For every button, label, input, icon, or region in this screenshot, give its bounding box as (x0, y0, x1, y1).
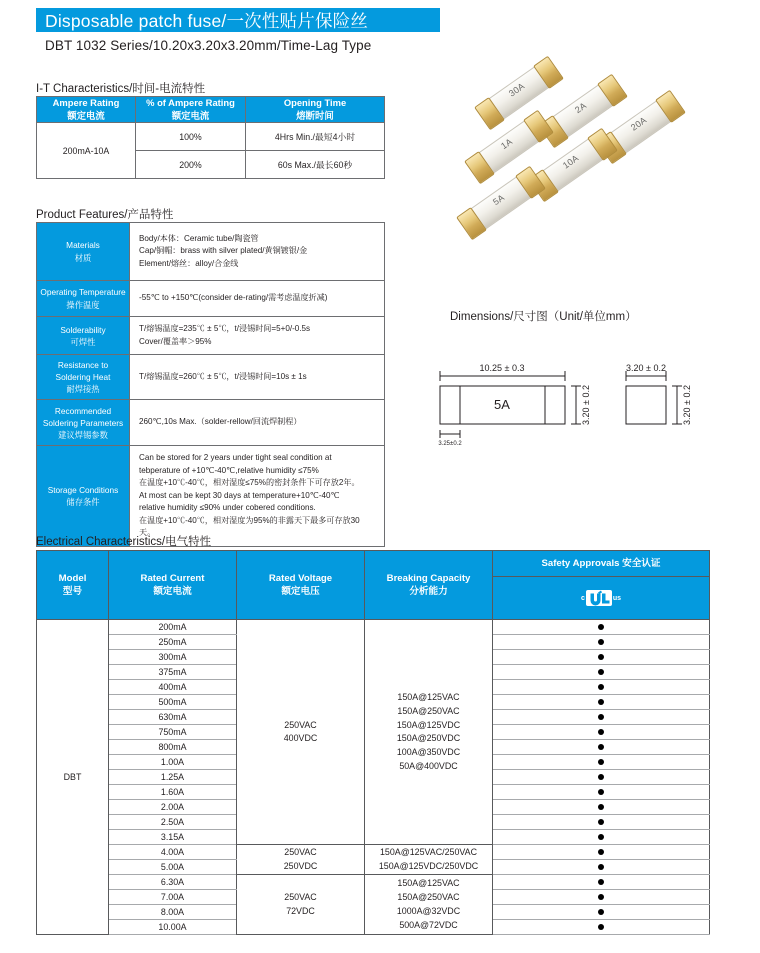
approval-dot-icon (598, 819, 604, 825)
rated-voltage-value: 250VAC 250VDC (237, 845, 365, 875)
feature-body-materials: Body/本体：Ceramic tube/陶瓷管 Cap/铜帽：brass with silver plated/黄铜镀银/金 Element/熔丝：alloy/合金线 (130, 223, 385, 281)
dimensions-caption: Dimensions/尺寸图（Unit/单位mm） (450, 311, 637, 323)
table-row (37, 875, 710, 890)
ul-logo (495, 583, 707, 613)
table-row (37, 400, 385, 446)
opening-time-value: 60s Max./最长60秒 (246, 151, 385, 179)
col-percent-ampere-rating: % of Ampere Rating 额定电流 (136, 97, 246, 123)
breaking-capacity-value: 150A@125VAC 150A@250VAC 1000A@32VDC 500A@72VDC (365, 875, 493, 935)
electrical-characteristics-caption: Electrical Characteristics/电气特性 (36, 536, 212, 548)
breaking-capacity-value: 150A@125VAC/250VAC 150A@125VDC/250VDC (365, 845, 493, 875)
table-row (37, 123, 385, 151)
rated-current-value: 200mA (109, 620, 237, 635)
rated-current-value: 6.30A (109, 875, 237, 890)
safety-approval-mark (493, 650, 710, 665)
ul-mark-icon (586, 588, 612, 608)
approval-dot-icon (598, 729, 604, 735)
safety-approval-mark (493, 845, 710, 860)
dimensions-drawing (436, 350, 756, 460)
product-photo (462, 62, 754, 250)
rated-current-value: 4.00A (109, 845, 237, 860)
approval-dot-icon (598, 639, 604, 645)
safety-approval-mark (493, 665, 710, 680)
approval-dot-icon (598, 684, 604, 690)
approval-dot-icon (598, 744, 604, 750)
table-row (37, 845, 710, 860)
safety-approval-mark (493, 620, 710, 635)
table-row (37, 223, 385, 281)
approval-dot-icon (598, 774, 604, 780)
approval-dot-icon (598, 654, 604, 660)
rated-current-value: 2.00A (109, 800, 237, 815)
safety-approval-mark (493, 920, 710, 935)
opening-time-value: 4Hrs Min./最短4小时 (246, 123, 385, 151)
table-row (37, 281, 385, 317)
col-model: Model 型号 (37, 551, 109, 620)
safety-approval-mark (493, 875, 710, 890)
safety-approval-mark (493, 905, 710, 920)
table-header-row (37, 97, 385, 123)
dimensions-svg (436, 350, 756, 460)
feature-body-resistance-soldering-heat: T/熔锡温度=260℃ ± 5℃，t/浸锡时间=10s ± 1s (130, 355, 385, 400)
feature-label-resistance-soldering-heat: Resistance to Soldering Heat 耐焊接热 (37, 355, 130, 400)
approval-dot-icon (598, 834, 604, 840)
rated-current-value: 10.00A (109, 920, 237, 935)
safety-approval-mark (493, 725, 710, 740)
safety-approval-mark (493, 680, 710, 695)
fuse-label: 5A (491, 192, 507, 208)
approval-dot-icon (598, 894, 604, 900)
approval-dot-icon (598, 924, 604, 930)
safety-approval-mark (493, 815, 710, 830)
feature-body-storage-conditions: Can be stored for 2 years under tight seal condition at tebperature of +10℃-40℃,relative humidity ≤75% 在温度+10℃-40℃，相对湿度≤75%的密封条件下可存放2年。 At most can be kept 30 days at temperature+10℃-40℃ relative humidity ≤90% under cobered conditions. 在温度+10℃-40℃，相对湿度为95%的非露天下最多可存放30天。 (130, 446, 385, 547)
rated-current-value: 630mA (109, 710, 237, 725)
dim-cap-width-label: 3.25±0.2 (438, 441, 462, 447)
safety-approval-mark (493, 710, 710, 725)
ul-prefix: c (580, 594, 585, 602)
electrical-table-body (37, 620, 710, 935)
rated-current-value: 5.00A (109, 860, 237, 875)
col-rated-voltage: Rated Voltage 额定电压 (237, 551, 365, 620)
fuse-label: 2A (573, 100, 589, 116)
approval-dot-icon (598, 849, 604, 855)
page-title: Disposable patch fuse/一次性贴片保险丝 (45, 10, 369, 31)
rated-current-value: 1.00A (109, 755, 237, 770)
feature-label-operating-temperature: Operating Temperature 操作温度 (37, 281, 130, 317)
safety-approval-mark (493, 755, 710, 770)
product-features-table (36, 222, 385, 547)
product-features-caption: Product Features/产品特性 (36, 209, 174, 221)
approval-dot-icon (598, 909, 604, 915)
feature-body-solderability: T/熔锡温度=235℃ ± 5℃，t/浸锡时间=5+0/-0.5s Cover/覆盖率＞95% (130, 317, 385, 355)
approval-dot-icon (598, 714, 604, 720)
rated-current-value: 300mA (109, 650, 237, 665)
feature-label-storage-conditions: Storage Conditions 储存条件 (37, 446, 130, 547)
ampere-rating-value: 200mA-10A (37, 123, 136, 179)
feature-label-solderability: Solderability 可焊性 (37, 317, 130, 355)
rated-voltage-value: 250VAC 400VDC (237, 620, 365, 845)
table-row (37, 446, 385, 547)
rated-current-value: 8.00A (109, 905, 237, 920)
approval-dot-icon (598, 789, 604, 795)
it-characteristics-table (36, 96, 385, 179)
rated-voltage-value: 250VAC 72VDC (237, 875, 365, 935)
approval-dot-icon (598, 624, 604, 630)
safety-approval-mark (493, 890, 710, 905)
dim-length-label: 10.25 ± 0.3 (479, 363, 525, 373)
rated-current-value: 375mA (109, 665, 237, 680)
approval-dot-icon (598, 759, 604, 765)
safety-approval-mark (493, 800, 710, 815)
approval-dot-icon (598, 879, 604, 885)
rated-current-value: 2.50A (109, 815, 237, 830)
safety-approval-mark (493, 695, 710, 710)
table-header-row (37, 551, 710, 577)
fuse-label: 20A (628, 114, 649, 133)
rated-current-value: 1.60A (109, 785, 237, 800)
col-safety-approvals: Safety Approvals 安全认证 (493, 551, 710, 577)
dim-end-height-label: 3.20 ± 0.2 (682, 385, 692, 425)
dim-body-label: 5A (494, 397, 510, 412)
safety-approval-mark (493, 635, 710, 650)
rated-current-value: 7.00A (109, 890, 237, 905)
ul-suffix: us (612, 594, 622, 602)
rated-current-value: 1.25A (109, 770, 237, 785)
table-row (37, 355, 385, 400)
table-row (37, 620, 710, 635)
breaking-capacity-value: 150A@125VAC 150A@250VAC 150A@125VDC 150A@250VDC 100A@350VDC 50A@400VDC (365, 620, 493, 845)
approval-dot-icon (598, 699, 604, 705)
safety-approval-mark (493, 770, 710, 785)
rated-current-value: 800mA (109, 740, 237, 755)
rated-current-value: 3.15A (109, 830, 237, 845)
feature-body-recommended-soldering-parameters: 260℃,10s Max.（solder-rellow/回流焊制程） (130, 400, 385, 446)
rated-current-value: 500mA (109, 695, 237, 710)
safety-approval-mark (493, 740, 710, 755)
percent-value: 100% (136, 123, 246, 151)
rated-current-value: 400mA (109, 680, 237, 695)
rated-current-value: 750mA (109, 725, 237, 740)
safety-approval-mark (493, 860, 710, 875)
fuse-label: 30A (506, 80, 527, 99)
approval-dot-icon (598, 669, 604, 675)
col-ampere-rating: Ampere Rating 额定电流 (37, 97, 136, 123)
approval-dot-icon (598, 864, 604, 870)
fuse-label: 10A (560, 152, 581, 171)
model-value: DBT (37, 620, 109, 935)
feature-body-operating-temperature: -55℃ to +150℃(consider de-rating/需考虑温度折减) (130, 281, 385, 317)
dim-width-label: 3.20 ± 0.2 (626, 363, 666, 373)
rated-current-value: 250mA (109, 635, 237, 650)
col-opening-time: Opening Time 熔断时间 (246, 97, 385, 123)
col-breaking-capacity: Breaking Capacity 分析能力 (365, 551, 493, 620)
percent-value: 200% (136, 151, 246, 179)
safety-approval-mark (493, 830, 710, 845)
fuse-label: 1A (499, 136, 515, 152)
dim-height-label: 3.20 ± 0.2 (581, 385, 591, 425)
fuse-5a (458, 168, 543, 239)
page-title-bar (36, 8, 440, 32)
col-rated-current: Rated Current 额定电流 (109, 551, 237, 620)
approval-dot-icon (598, 804, 604, 810)
page-subtitle: DBT 1032 Series/10.20x3.20x3.20mm/Time-Lag Type (45, 38, 372, 53)
safety-approval-mark (493, 785, 710, 800)
ul-approval-cell (493, 577, 710, 620)
it-characteristics-caption: I-T Characteristics/时间-电流特性 (36, 83, 206, 95)
feature-label-recommended-soldering-parameters: Recommended Soldering Parameters 建议焊锡参数 (37, 400, 130, 446)
feature-label-materials: Materials 材质 (37, 223, 130, 281)
electrical-characteristics-table (36, 550, 710, 935)
table-row (37, 317, 385, 355)
